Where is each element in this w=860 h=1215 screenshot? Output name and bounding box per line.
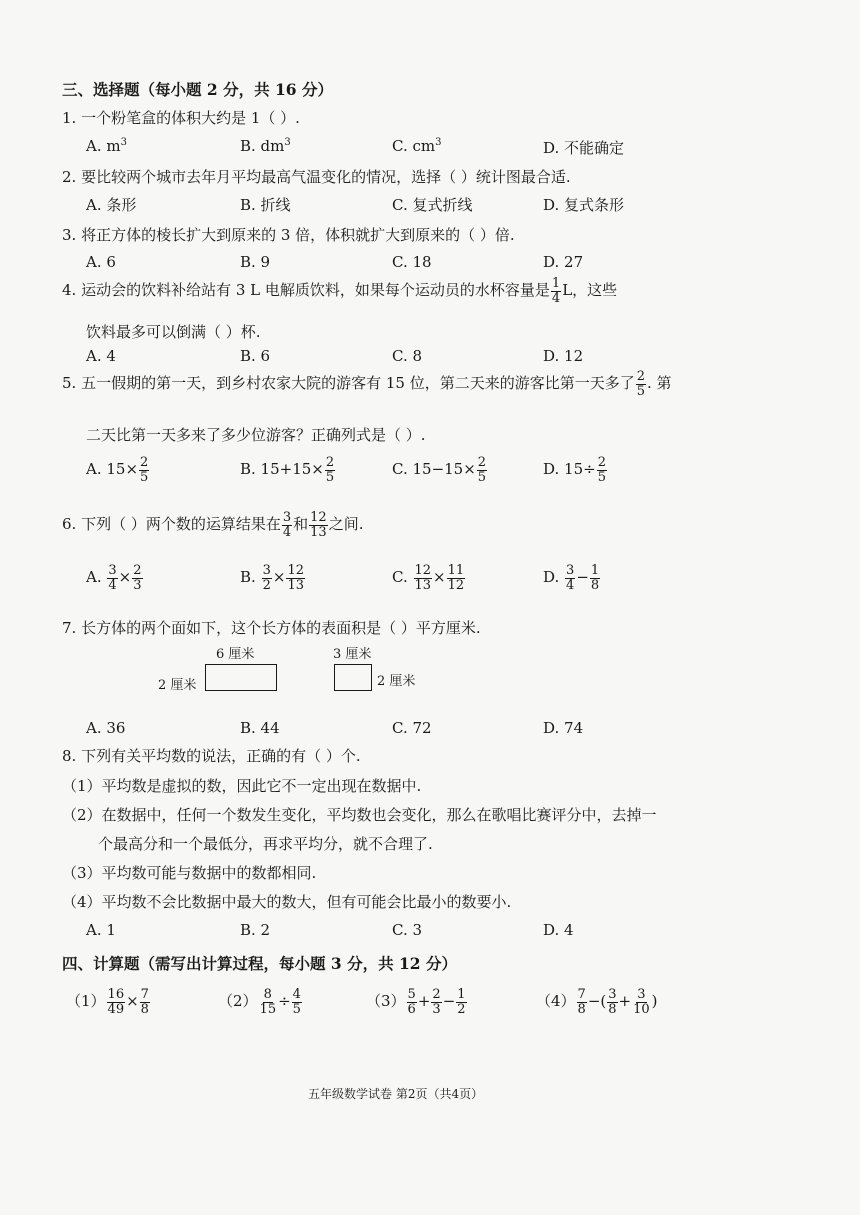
question-2-stem: 2. 要比较两个城市去年月平均最高气温变化的情况，选择（ ）统计图最合适. xyxy=(62,168,571,186)
fig-label-2cm-right: 2 厘米 xyxy=(377,674,416,689)
question-4-stem-line2: 饮料最多可以倒满（ ）杯. xyxy=(86,323,261,341)
q3-option-d: D. 27 xyxy=(543,253,584,271)
q8-option-d: D. 4 xyxy=(543,921,574,939)
q8-item-4: （4）平均数不会比数据中最大的数大，但有可能会比最小的数要小. xyxy=(62,893,512,911)
rectangle-face-1 xyxy=(205,664,277,691)
question-3-stem: 3. 将正方体的棱长扩大到原来的 3 倍，体积就扩大到原来的（ ）倍. xyxy=(62,226,515,244)
section-4-header: 四、计算题（需写出计算过程，每小题 3 分，共 12 分） xyxy=(62,954,457,973)
q4-stem-text: 4. 运动会的饮料补给站有 3 L 电解质饮料，如果每个运动员的水杯容量是 xyxy=(62,281,550,300)
fig-label-6cm: 6 厘米 xyxy=(216,647,255,662)
q3-option-b: B. 9 xyxy=(240,253,271,271)
q6-fraction-1: $\frac{3}{4}$ xyxy=(282,510,292,540)
question-8-stem: 8. 下列有关平均数的说法，正确的有（ ）个. xyxy=(62,747,361,765)
q6-option-d: D. $\frac{3}{4}$ − $\frac{1}{8}$ xyxy=(543,563,600,593)
calc-item-1: （1） $\frac{16}{49}$ × $\frac{7}{8}$ xyxy=(66,987,149,1017)
q4-option-c: C. 8 xyxy=(392,347,423,365)
q4-option-a: A. 4 xyxy=(86,347,116,365)
question-5-stem-line2: 二天比第一天多来了多少位游客？正确列式是（ ）. xyxy=(86,426,426,444)
q5-option-c: C. 15−15× $\frac{2}{5}$ xyxy=(392,455,487,485)
q3-option-a: A. 6 xyxy=(86,253,116,271)
q5-option-b: B. 15+15× $\frac{2}{5}$ xyxy=(240,455,335,485)
q1-option-c: C. $cm^3$ xyxy=(392,137,442,155)
fig-label-2cm-left: 2 厘米 xyxy=(158,678,197,693)
question-5-stem xyxy=(62,370,672,398)
q5-option-d: D. 15÷ $\frac{2}{5}$ xyxy=(543,455,606,485)
q5-option-a: A. 15× $\frac{2}{5}$ xyxy=(86,455,149,485)
q8-item-1: （1）平均数是虚拟的数，因此它不一定出现在数据中. xyxy=(62,777,422,795)
q8-option-b: B. 2 xyxy=(240,921,271,939)
q7-option-a: A. 36 xyxy=(86,719,126,737)
calc-item-3: （3） $\frac{5}{6}$ + $\frac{2}{3}$ − $\frac{1}{2}$ xyxy=(366,987,466,1017)
q4-option-b: B. 6 xyxy=(240,347,271,365)
q2-option-b: B. 折线 xyxy=(240,196,291,214)
q5-fraction: $\frac{2}{5}$ xyxy=(636,369,645,399)
q2-option-a: A. 条形 xyxy=(86,196,137,214)
rectangle-face-2 xyxy=(334,664,372,691)
q5-stem-end: . 第 xyxy=(647,374,672,393)
q7-option-c: C. 72 xyxy=(392,719,432,737)
calc-item-2: （2） $\frac{8}{15}$ ÷ $\frac{4}{5}$ xyxy=(218,987,301,1017)
question-6-stem: 6. 下列（ ）两个数的运算结果在 $\frac{3}{4}$ 和 $\frac{12}{13}$ 之间. xyxy=(62,510,364,540)
q4-fraction: $\frac{1}{4}$ xyxy=(551,276,561,306)
q4-stem-unit: L，这些 xyxy=(562,281,618,300)
question-7-stem: 7. 长方体的两个面如下，这个长方体的表面积是（ ）平方厘米. xyxy=(62,619,481,637)
q7-option-b: B. 44 xyxy=(240,719,280,737)
q6-option-b: B. $\frac{3}{2}$ × $\frac{12}{13}$ xyxy=(240,563,304,593)
q8-item-3: （3）平均数可能与数据中的数都相同. xyxy=(62,864,317,882)
q1-option-a: A. $m^3$ xyxy=(86,137,127,155)
q7-option-d: D. 74 xyxy=(543,719,584,737)
q6-option-c: C. $\frac{12}{13}$ × $\frac{11}{12}$ xyxy=(392,563,465,593)
section-3-header: 三、选择题（每小题 2 分，共 16 分） xyxy=(62,80,333,99)
q5-stem-text: 5. 五一假期的第一天，到乡村农家大院的游客有 15 位，第二天来的游客比第一天多了 xyxy=(62,374,635,393)
q4-option-d: D. 12 xyxy=(543,347,584,365)
q8-item-2-cont: 个最高分和一个最低分，再求平均分，就不合理了. xyxy=(98,835,433,853)
q2-option-d: D. 复式条形 xyxy=(543,196,625,214)
calc-item-4: （4） $\frac{7}{8}$ −( $\frac{3}{8}$ + $\frac{3}{10}$ ) xyxy=(536,987,658,1017)
q3-option-c: C. 18 xyxy=(392,253,432,271)
q8-option-c: C. 3 xyxy=(392,921,423,939)
fig-label-3cm: 3 厘米 xyxy=(333,647,372,662)
q2-option-c: C. 复式折线 xyxy=(392,196,473,214)
question-4-stem xyxy=(62,277,617,305)
question-1-stem: 1. 一个粉笔盒的体积大约是 1（ ）. xyxy=(62,109,300,127)
q8-item-2: （2）在数据中，任何一个数发生变化，平均数也会变化，那么在歌唱比赛评分中，去掉一 xyxy=(62,806,657,824)
q1-option-d: D. 不能确定 xyxy=(543,139,625,157)
q8-option-a: A. 1 xyxy=(86,921,116,939)
q1-option-b: B. $dm^3$ xyxy=(240,137,291,155)
q6-fraction-2: $\frac{12}{13}$ xyxy=(310,510,327,540)
q6-option-a: A. $\frac{3}{4}$ × $\frac{2}{3}$ xyxy=(86,563,142,593)
page-footer: 五年级数学试卷 第2页（共4页） xyxy=(308,1087,484,1101)
